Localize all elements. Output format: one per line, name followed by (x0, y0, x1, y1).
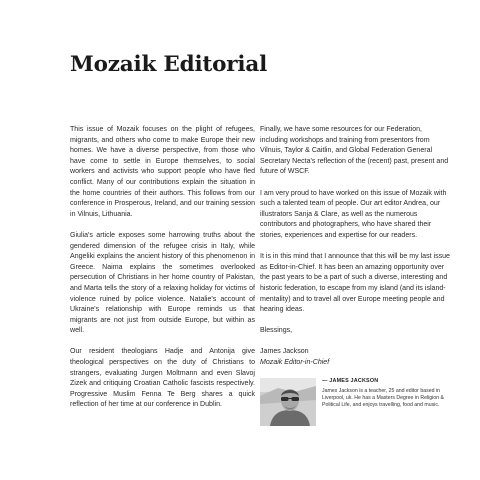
paragraph: This issue of Mozaik focuses on the plight of refugees, migrants, and others who come to make Europe their new homes. We have a diverse perspective, from those who have come to settle in Europe themselves, to social workers and activists who support people who have fled conflict. Many of our contributions explain the situation in the home countries of their authors. This follows from our conference in Prosperous, Ireland, and our training session in Vilnuis, Lithuania. (70, 126, 255, 218)
page-title: Mozaik Editorial (70, 52, 268, 77)
paragraph: Finally, we have some resources for our Federation, including workshops and training from presentors from Vilnuis, Taylor & Caitlin, and Global Federation General Secretary Necta's reflection of the (recent) past, present and future of WSCF. (260, 126, 449, 176)
right-column (260, 125, 450, 369)
bio-text: James Jackson is a teacher, 25 and editor based in Liverpool, uk. He has a Masters Degree in Religion & Political Life, and enjoys travelling, food and music. (322, 388, 444, 408)
closing-salutation: Blessings, (260, 327, 293, 335)
paragraph: It is in this mind that I announce that this will be my last issue as Editor-in-Chief. It has been an amazing opportunity over the past years to be a part of such a diverse, interesting and historic federation, to escape from my island (and its island-mentality) and to travel all over Europe meeting people and hearing ideas. (260, 253, 450, 314)
signature-name: James Jackson (260, 348, 309, 356)
signature-block (260, 347, 450, 368)
author-portrait-icon (260, 378, 316, 426)
bio-author-name: — JAMES JACKSON (322, 378, 379, 384)
author-bio-card (260, 378, 450, 428)
author-portrait-photo (260, 378, 316, 426)
paragraph: I am very proud to have worked on this issue of Mozaik with such a talented team of people. Our art editor Andrea, our illustrators Sanja & Clare, as well as the numerous contributors and photographers, who have shared their stories, experiences and expertise for our readers. (260, 189, 447, 239)
paragraph: Giulia's article exposes some harrowing truths about the gendered dimension of the refugee crisis in Italy, while Angeliki explains the ancient history of this phenomenon in Greece. Naima explains the sometimes overlooked persecution of Christians in her home country of Pakistan, and Marta tells the story of a relaxing holiday for victims of violence ruined by police violence. Natalie's account of Ukraine's relationship with Europe reminds us that migrants are not just from outside Europe, but within as well. (70, 231, 255, 335)
signature-role: Mozaik Editor-in-Chief (260, 359, 330, 367)
paragraph: Our resident theologians Hadje and Antonija give theological perspectives on the duty of Christians to strangers, evaluating Jurgen Moltmann and even Slavoj Zizek and critiquing Croatian Catholic fascists respectively. Progressive Muslim Fenna Te Berg shares a quick reflection of her time at our conference in Dublin. (70, 348, 255, 409)
left-column (70, 125, 255, 422)
